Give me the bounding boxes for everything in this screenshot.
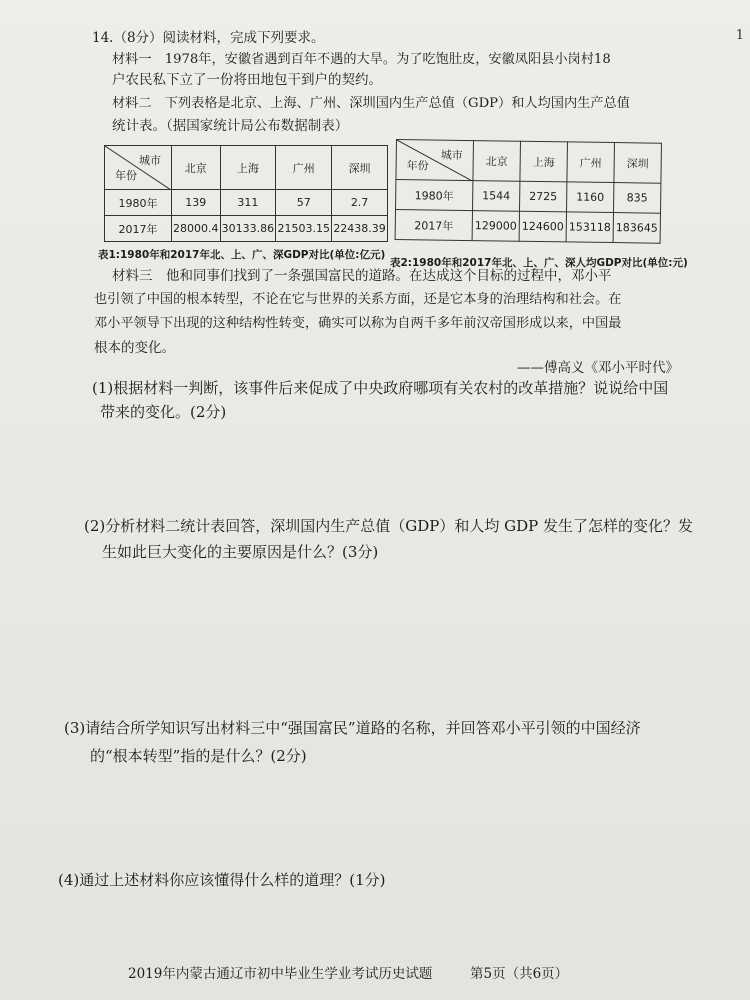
table1-cell: 30133.86: [220, 216, 276, 242]
table1-diagonal-header: [105, 146, 172, 190]
table2-cell: 1544: [473, 181, 520, 212]
table-row: [396, 180, 661, 214]
page-edge-mark: 1: [735, 28, 744, 43]
table2-row-year: 1980年: [396, 180, 473, 211]
table2-col-header: 广州: [567, 142, 615, 183]
footer-page-number: 第5页（共6页）: [470, 966, 569, 982]
table2-col-header: 北京: [473, 141, 521, 182]
table2-cell: 1160: [566, 182, 613, 213]
table1-col-header: 北京: [172, 146, 221, 190]
table2-cell: 2725: [520, 181, 567, 212]
table1-header-city: 城市: [139, 154, 161, 167]
material-3-line-4: 根本的变化。: [94, 340, 175, 356]
material-1-line-2: 户农民私下立了一份将田地包干到户的契约。: [112, 72, 382, 88]
question-3-line-2: 的“根本转型”指的是什么？(2分): [90, 747, 307, 765]
question-1-line-2: 带来的变化。(2分): [100, 403, 227, 421]
table1-cell: 28000.4: [172, 216, 221, 242]
table-row: [105, 216, 388, 242]
question-4-line-1: (4)通过上述材料你应该懂得什么样的道理？(1分): [58, 871, 386, 889]
gdp-table: [104, 145, 388, 242]
table2-cell: 129000: [472, 211, 519, 242]
table1-row-year: 1980年: [105, 190, 172, 216]
material-1-line-1: 材料一 1978年，安徽省遇到百年不遇的大旱。为了吃饱肚皮，安徽凤阳县小岗村18: [112, 52, 611, 67]
question-2-line-1: (2)分析材料二统计表回答，深圳国内生产总值（GDP）和人均 GDP 发生了怎样的变化？发: [84, 517, 693, 535]
question-14-intro: 14.（8分）阅读材料，完成下列要求。: [92, 30, 325, 46]
table2-header-year: 年份: [406, 159, 429, 173]
table1-col-header: 深圳: [332, 146, 388, 190]
table1-row-year: 2017年: [105, 216, 172, 242]
table1-cell: 311: [220, 190, 276, 216]
table1-cell: 139: [172, 190, 221, 216]
material-3-line-2: 也引领了中国的根本转型，不论在它与世界的关系方面，还是它本身的治理结构和社会。在: [94, 292, 622, 307]
table2-diagonal-header: [396, 140, 474, 181]
question-2-line-2: 生如此巨大变化的主要原因是什么？(3分): [102, 543, 379, 561]
table-row: [395, 210, 660, 244]
material-3-line-1: 材料三 他和同事们找到了一条强国富民的道路。在达成这个目标的过程中，邓小平: [112, 268, 612, 284]
table1-cell: 2.7: [332, 190, 388, 216]
table1-col-header: 广州: [276, 146, 332, 190]
table-row: [105, 190, 388, 216]
table2-cell: 124600: [519, 211, 566, 242]
table2-cell: 183645: [613, 213, 660, 244]
table1-cell: 22438.39: [332, 216, 388, 242]
table2-col-header: 上海: [520, 141, 568, 182]
table1-cell: 21503.15: [276, 216, 332, 242]
table2-cell: 153118: [566, 212, 613, 243]
table2-caption: 表2:1980年和2017年北、上、广、深人均GDP对比(单位:元): [390, 257, 688, 269]
table2-cell: 835: [613, 183, 660, 214]
table1-cell: 57: [276, 190, 332, 216]
per-capita-gdp-table: [395, 139, 662, 244]
table1-col-header: 上海: [220, 146, 276, 190]
material-3-source: ——傅高义《邓小平时代》: [517, 360, 679, 376]
material-3-line-3: 邓小平领导下出现的这种结构性转变，确实可以称为自两千多年前汉帝国形成以来，中国最: [94, 316, 622, 331]
question-1-line-1: (1)根据材料一判断，该事件后来促成了中央政府哪项有关农村的改革措施？说说给中国: [92, 379, 669, 397]
footer-exam-title: 2019年内蒙古通辽市初中毕业生学业考试历史试题: [128, 966, 433, 982]
table2-row-year: 2017年: [395, 210, 472, 241]
table2-col-header: 深圳: [614, 143, 662, 184]
question-3-line-1: (3)请结合所学知识写出材料三中“强国富民”道路的名称，并回答邓小平引领的中国经济: [64, 719, 641, 737]
table1-caption: 表1:1980年和2017年北、上、广、深GDP对比(单位:亿元): [98, 249, 386, 261]
material-2-line-2: 统计表。（据国家统计局公布数据制表）: [112, 118, 349, 134]
material-2-line-1: 材料二 下列表格是北京、上海、广州、深圳国内生产总值（GDP）和人均国内生产总值: [112, 96, 630, 111]
table1-header-year: 年份: [115, 169, 137, 182]
table2-header-city: 城市: [440, 148, 463, 162]
